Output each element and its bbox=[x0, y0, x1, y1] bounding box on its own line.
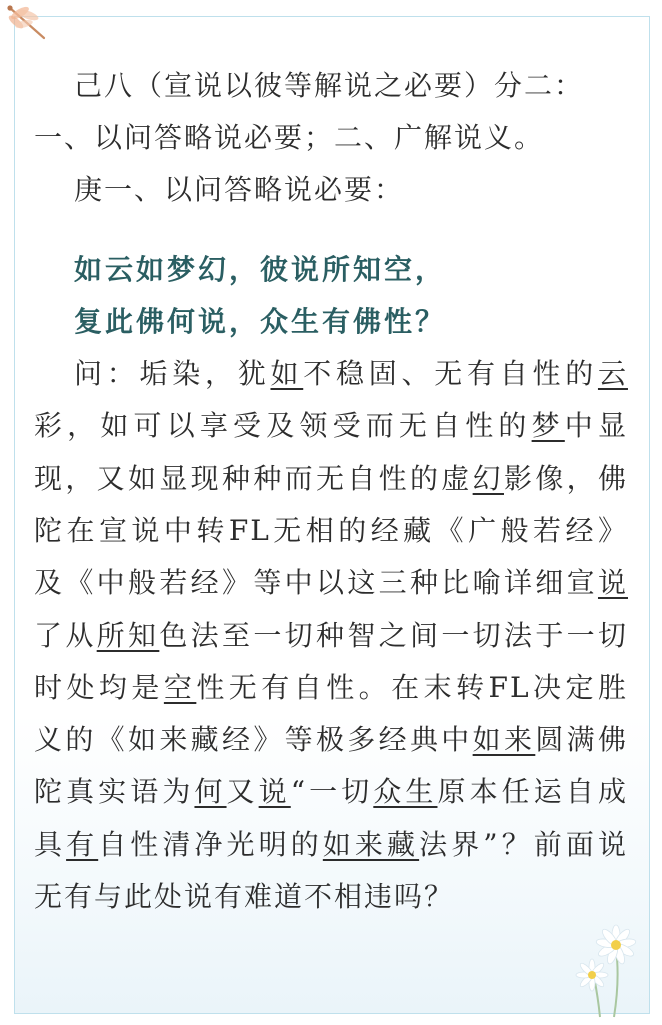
body-line bbox=[34, 406, 628, 446]
underlined-term: 云 bbox=[597, 357, 628, 390]
text-run: 具 bbox=[34, 827, 67, 861]
body-line bbox=[34, 877, 628, 917]
body-line bbox=[34, 668, 628, 708]
underlined-term: 何 bbox=[194, 775, 227, 809]
text-run: 色法至一切种智之间一切法于一切 bbox=[159, 618, 628, 652]
body-line bbox=[74, 354, 628, 394]
underlined-term: 有 bbox=[66, 827, 99, 861]
text-run: 问：垢染，犹 bbox=[74, 357, 271, 390]
underlined-term: 说 bbox=[258, 775, 291, 809]
text-run: 又 bbox=[226, 775, 259, 809]
verse-line-2: 复此佛何说，众生有佛性？ bbox=[74, 305, 447, 338]
text-run: 原本任运自成 bbox=[437, 775, 628, 809]
text-run: 无有与此处说有难道不相违吗？ bbox=[34, 880, 455, 913]
body-line bbox=[34, 616, 628, 656]
underlined-term: 空 bbox=[163, 670, 197, 704]
underlined-term: 梦 bbox=[531, 409, 565, 443]
body-line bbox=[34, 772, 628, 812]
text-run: 中显 bbox=[564, 409, 628, 443]
underlined-term: 如来 bbox=[472, 723, 536, 757]
underlined-term: 幻 bbox=[472, 461, 504, 495]
underlined-term: 如 bbox=[270, 357, 304, 390]
text-run: “一切 bbox=[290, 775, 374, 809]
section-heading: 己八（宣说以彼等解说之必要）分二： bbox=[74, 69, 585, 102]
text-run: 彩，如可以享受及领受而无自性的 bbox=[34, 409, 532, 443]
section-subheading: 一、以问答略说必要；二、广解说义。 bbox=[34, 121, 545, 154]
underlined-term: 所知 bbox=[96, 618, 160, 652]
underlined-term: 说 bbox=[597, 566, 628, 600]
body-line bbox=[34, 511, 628, 551]
text-run: 不稳固、无有自性的 bbox=[303, 357, 598, 390]
text-run: 陀真实语为 bbox=[34, 775, 195, 809]
underlined-term: 如来藏 bbox=[322, 827, 420, 861]
text-run: 时处均是 bbox=[34, 670, 164, 704]
body-line bbox=[34, 720, 628, 760]
text-run: 及《中般若经》等中以这三种比喻详细宣 bbox=[34, 566, 598, 600]
text-run: 圆满佛 bbox=[535, 723, 628, 757]
text-run: 义的《如来藏经》等极多经典中 bbox=[34, 723, 473, 757]
text-run: 现，又如显现种种而无自性的虚 bbox=[34, 461, 473, 495]
text-run: 了从 bbox=[34, 618, 97, 652]
text-run: 法界”？前面说 bbox=[419, 827, 628, 861]
body-line bbox=[34, 825, 628, 865]
text-run: 自性清净光明的 bbox=[98, 827, 323, 861]
text-run: 性无有自性。在末转FL决定胜 bbox=[196, 670, 628, 704]
body-line bbox=[34, 459, 628, 499]
underlined-term: 众生 bbox=[373, 775, 438, 809]
body-line bbox=[34, 563, 628, 603]
text-run: 影像，佛 bbox=[503, 461, 628, 495]
verse-line-1: 如云如梦幻，彼说所知空， bbox=[74, 253, 447, 286]
text-run: 陀在宣说中转FL无相的经藏《广般若经》 bbox=[34, 513, 628, 547]
subsection-heading: 庚一、以问答略说必要： bbox=[74, 173, 405, 206]
